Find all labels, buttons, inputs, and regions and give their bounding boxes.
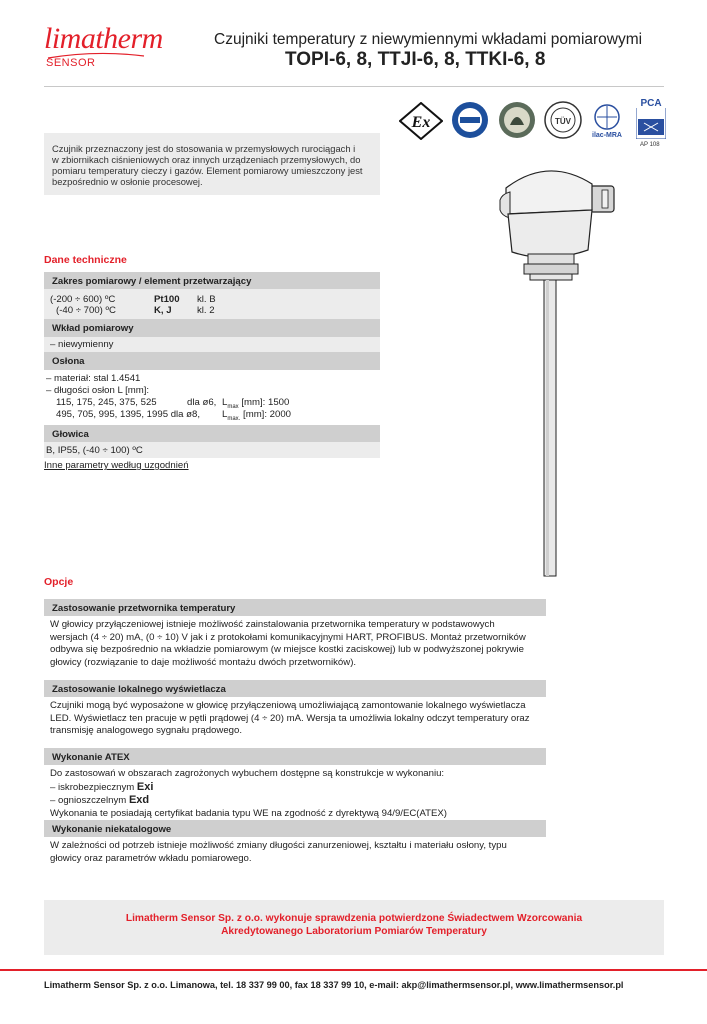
custom-header-label: Wykonanie niekatalogowe [52, 824, 172, 835]
brand-logo [44, 22, 163, 70]
sensor-head-lid [506, 171, 592, 214]
quality-seal-icon [451, 101, 489, 139]
page-title: TOPI-6, 8, TTJI-6, 8, TTKI-6, 8 [285, 49, 546, 70]
other-params-link[interactable]: Inne parametry według uzgodnień [44, 460, 189, 471]
range-header-label: Zakres pomiarowy / element przetwarzający [52, 276, 252, 287]
range-element: Pt100 [154, 294, 180, 305]
head-header-label: Głowica [52, 429, 89, 440]
range-header [44, 272, 380, 289]
sensor-head-body [508, 210, 592, 258]
insert-header-label: Wkład pomiarowy [52, 323, 134, 334]
atex-intro: Do zastosowań w obszarach zagrożonych wybuchem dostępne są konstrukcje w wykonaniu: [50, 768, 445, 779]
ilac-label: ilac-MRA [592, 132, 622, 139]
range-class: kl. 2 [197, 305, 215, 316]
options-section-title: Opcje [44, 576, 74, 588]
tuv-seal-icon [544, 101, 582, 139]
transmitter-line: wersjach (4 ÷ 20) mA, (0 ÷ 10) V jak i z protokołami komunikacyjnymi HART, PROFIBUS. Montaż przetworników [50, 631, 526, 643]
sheath-lengths-8: 495, 705, 995, 1395, 1995 dla ø8, [56, 409, 201, 420]
insert-value: – niewymienny [50, 339, 114, 350]
sheath-lengths-label: – długości osłon L [mm]: [46, 385, 150, 396]
atex-exi-label: – iskrobezpiecznym [50, 781, 135, 793]
transmitter-line: W głowicy przyłączeniowej istnieje możliwość zainstalowania przetwornika temperatury w podstawowych [50, 619, 495, 630]
emblem-seal-icon [498, 101, 536, 139]
atex-header-label: Wykonanie ATEX [52, 752, 130, 763]
custom-header [44, 820, 546, 837]
head-header [44, 425, 380, 442]
range-class: kl. B [197, 294, 216, 305]
atex-ex-icon [399, 102, 443, 140]
tuv-label: TÜV [555, 117, 571, 126]
intro-line: w zbiornikach ciśnieniowych oraz innych urządzeniach przemysłowych, do [52, 154, 361, 165]
lmax-subscript: max. [227, 415, 241, 422]
head-value: B, IP55, (-40 ÷ 100) ºC [46, 445, 143, 456]
display-header-label: Zastosowanie lokalnego wyświetlacza [52, 684, 226, 695]
ap-code: AP 108 [640, 142, 660, 148]
display-line: Czujniki mogą być wyposażone w głowicę przyłączeniową umożliwiającą zamontowanie lokalnego wyświetlacza [50, 700, 526, 711]
atex-exi-code: Exi [136, 780, 154, 793]
brand-name-part2: therm [95, 22, 163, 55]
footer-contact: Limatherm Sensor Sp. z o.o. Limanowa, tel. 18 337 99 00, fax 18 337 99 10, e-mail: akp@limathermsensor.pl, www.limathermsensor.pl [44, 980, 624, 990]
transmitter-header [44, 599, 546, 616]
transmitter-line: odbywa się bezpośrednio na wkładzie pomiarowym (w miejsce kostki zaciskowej) lub w podwyższonej pokrywie [50, 644, 525, 655]
sensor-illustration [488, 160, 622, 580]
pca-label: PCA [640, 98, 662, 109]
display-line: LED. Wyświetlacz ten pracuje w pętli prądowej (4 ÷ 20) mA. Wersja ta umożliwia lokalny odczyt temperatury oraz [50, 712, 530, 724]
range-element: K, J [154, 305, 172, 316]
atex-cert-line: Wykonania te posiadają certyfikat badania typu WE na zgodność z dyrektywą 94/9/EC(ATEX) [50, 807, 448, 819]
brand-logo-wordmark [44, 22, 163, 56]
range-value: (-40 ÷ 700) ºC [56, 305, 116, 316]
tech-section-title: Dane techniczne [44, 254, 127, 266]
sheath-body [44, 373, 380, 423]
lmax-symbol: L [222, 397, 228, 408]
sensor-stem [544, 280, 556, 576]
sheath-lengths-6: 115, 175, 245, 375, 525 [56, 397, 157, 408]
atex-exd-label: – ognioszczelnym [50, 795, 127, 806]
head-body [44, 442, 380, 458]
lmax-value: [mm]: 2000 [243, 409, 292, 420]
intro-line: bezpośrednio w osłonie procesowej. [52, 176, 203, 187]
sheath-lengths-6-dia: dla ø6, [187, 397, 217, 408]
range-body [44, 289, 380, 319]
page-subtitle: Czujniki temperatury z niewymiennymi wkładami pomiarowymi [214, 31, 643, 48]
lmax-value: [mm]: 1500 [241, 397, 290, 408]
transmitter-body [50, 619, 550, 669]
transmitter-line: głowicy (rozwiązanie to daje możliwość montażu dwóch przetworników). [50, 656, 357, 668]
atex-exd-code: Exd [128, 794, 150, 806]
insert-header [44, 319, 380, 337]
custom-line: głowicy oraz parametrów wkładu pomiarowego. [50, 852, 252, 864]
brand-name-part1: lima [44, 22, 96, 55]
sheath-lengths-8-lmax [222, 409, 291, 425]
transmitter-header-label: Zastosowanie przetwornika temperatury [52, 603, 236, 614]
range-value: (-200 ÷ 600) ºC [50, 294, 116, 305]
custom-body [50, 840, 550, 865]
atex-ex-label: Ex [411, 114, 431, 131]
display-header [44, 680, 546, 697]
atex-exd-line [50, 794, 550, 808]
atex-exi-line [50, 781, 550, 795]
ilac-mra-icon [588, 103, 626, 139]
calibration-line: Limatherm Sensor Sp. z o.o. wykonuje sprawdzenia potwierdzone Świadectwem Wzorcowania [125, 913, 583, 924]
lmax-subscript: max [227, 403, 239, 410]
atex-header [44, 748, 546, 765]
display-body [50, 700, 550, 738]
intro-line: pomiaru temperatury cieczy i gazów. Element pomiarowy umieszczony jest [52, 165, 363, 176]
display-line: transmisję analogowego sygnału prądowego. [50, 725, 242, 736]
brand-sub: SENSOR [46, 57, 96, 69]
pca-accreditation-icon [636, 95, 666, 139]
calibration-box [44, 900, 664, 955]
sheath-material: – materiał: stal 1.4541 [46, 373, 141, 384]
footer-rule [0, 969, 707, 971]
sheath-header [44, 352, 380, 370]
lmax-symbol: L [222, 409, 228, 420]
atex-body [50, 768, 550, 820]
calibration-line: Akredytowanego Laboratorium Pomiarów Temperatury [221, 926, 487, 937]
intro-box [44, 133, 380, 195]
custom-line: W zależności od potrzeb istnieje możliwość zmiany długości zanurzeniowej, kształtu i materiału osłony, typu [50, 840, 507, 851]
insert-body [44, 337, 380, 352]
header-rule [44, 86, 664, 87]
sheath-header-label: Osłona [52, 356, 85, 367]
intro-line: Czujnik przeznaczony jest do stosowania w przemysłowych rurociągach i [52, 143, 356, 154]
